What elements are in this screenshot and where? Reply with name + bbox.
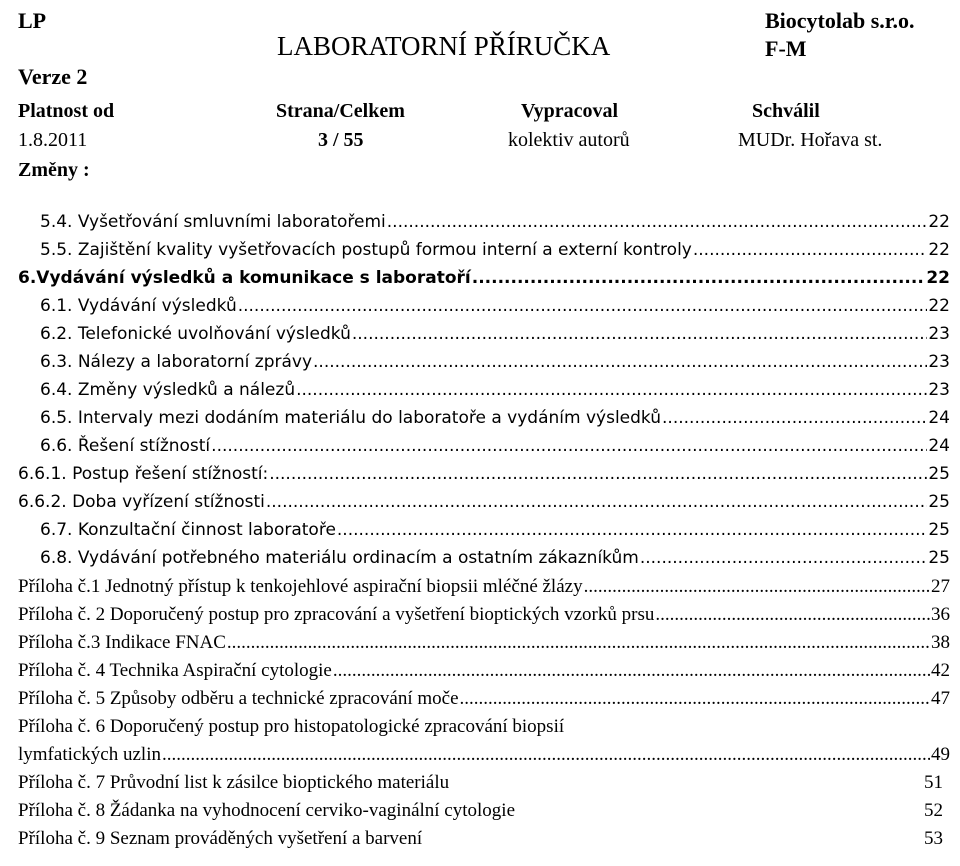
toc-entry[interactable]: Příloha č. 9 Seznam prováděných vyšetření a barvení 53 (18, 828, 943, 849)
toc-entry[interactable]: 5.4. Vyšetřování smluvními laboratořemi ..... 22 (40, 212, 950, 240)
toc-entry[interactable]: 6.8. Vydávání potřebného materiálu ordinacím a ostatním zákazníkům ..... 25 (40, 548, 950, 576)
toc-entry[interactable]: Příloha č.1 Jednotný přístup k tenkojehlové aspirační biopsii mléčné žlázy ..... 27 (18, 576, 950, 604)
approved-by-label: Schválil (752, 100, 820, 122)
toc-entry[interactable]: 6.1. Vydávání výsledků ..... 22 (40, 296, 950, 324)
toc-entry[interactable]: 6.3. Nálezy a laboratorní zprávy ..... 23 (40, 352, 950, 380)
document-title: LABORATORNÍ PŘÍRUČKA (277, 31, 611, 61)
company-name: Biocytolab s.r.o. (765, 8, 915, 33)
changes-label: Změny : (18, 159, 90, 181)
toc-entry[interactable]: 6.2. Telefonické uvolňování výsledků ..... 23 (40, 324, 950, 352)
toc-entry[interactable]: 6.Vydávání výsledků a komunikace s laboratoří ..... 22 (18, 268, 950, 296)
approved-by: MUDr. Hořava st. (738, 129, 883, 151)
toc-entry[interactable]: Příloha č. 5 Způsoby odběru a technické zpracování moče ..... 47 (18, 688, 950, 716)
toc-entry[interactable]: 6.7. Konzultační činnost laboratoře ..... 25 (40, 520, 950, 548)
toc-entry[interactable]: lymfatických uzlin ..... 49 (18, 744, 950, 772)
toc-entry[interactable]: 6.6.2. Doba vyřízení stížnosti ..... 25 (18, 492, 950, 520)
validity-label: Platnost od (18, 100, 115, 122)
toc-entry[interactable]: Příloha č. 2 Doporučený postup pro zpracování a vyšetření bioptických vzorků prsu ..... 36 (18, 604, 950, 632)
validity-date: 1.8.2011 (18, 129, 88, 151)
version: Verze 2 (18, 64, 88, 89)
toc-entry[interactable]: Příloha č. 7 Průvodní list k zásilce bioptického materiálu 51 (18, 772, 943, 793)
toc-entry[interactable]: Příloha č. 8 Žádanka na vyhodnocení cerviko-vaginální cytologie 52 (18, 800, 943, 821)
page-count-label: Strana/Celkem (276, 100, 405, 122)
toc-entry[interactable]: 6.5. Intervaly mezi dodáním materiálu do laboratoře a vydáním výsledků ..... 24 (40, 408, 950, 436)
prepared-by: kolektiv autorů (508, 129, 630, 151)
toc-entry[interactable]: Příloha č. 6 Doporučený postup pro histopatologické zpracování biopsií (18, 716, 565, 737)
lp-code: LP (18, 8, 47, 33)
toc-entry[interactable]: 6.6.1. Postup řešení stížností: ..... 25 (18, 464, 950, 492)
toc-entry[interactable]: Příloha č. 4 Technika Aspirační cytologie ..... 42 (18, 660, 950, 688)
prepared-by-label: Vypracoval (521, 100, 619, 122)
page-count: 3 / 55 (318, 129, 364, 151)
toc-entry[interactable]: Příloha č.3 Indikace FNAC ..... 38 (18, 632, 950, 660)
toc-entry[interactable]: 6.4. Změny výsledků a nálezů ..... 23 (40, 380, 950, 408)
form-code: F-M (765, 36, 807, 61)
toc-entry[interactable]: 5.5. Zajištění kvality vyšetřovacích postupů formou interní a externí kontroly ..... 22 (40, 240, 950, 268)
toc-entry[interactable]: 6.6. Řešení stížností ..... 24 (40, 436, 950, 464)
